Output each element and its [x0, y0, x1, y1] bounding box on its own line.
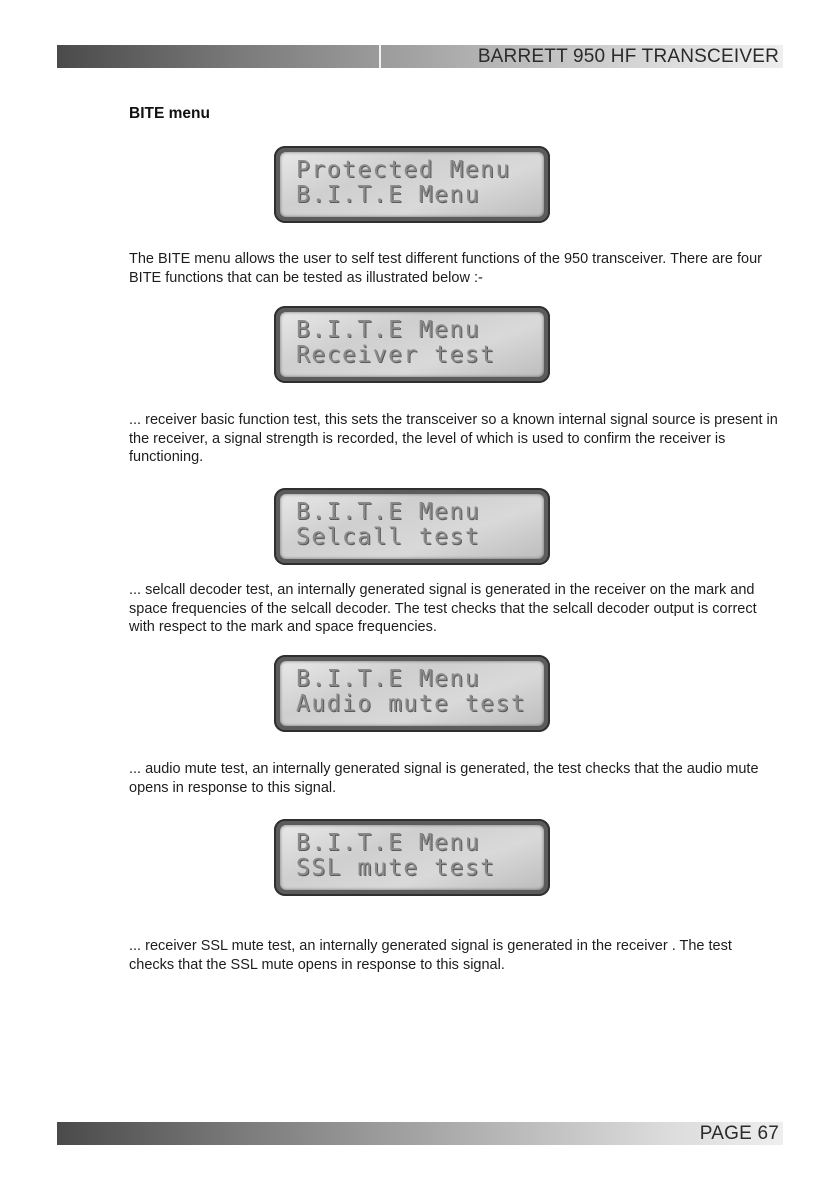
lcd-display-selcall-test — [274, 488, 550, 565]
lcd-display-ssl-mute-test — [274, 819, 550, 896]
lcd-screen — [280, 825, 544, 890]
lcd-display-protected-menu — [274, 146, 550, 223]
lcd-screen — [280, 494, 544, 559]
lcd-line-1: B.I.T.E Menu — [296, 317, 481, 343]
header-bar — [57, 45, 783, 68]
lcd-line-1: Protected Menu — [296, 157, 511, 183]
lcd-line-2: Audio mute test — [296, 691, 527, 717]
lcd-line-1: B.I.T.E Menu — [296, 499, 481, 525]
intro-paragraph: The BITE menu allows the user to self test different functions of the 950 transceiver. There are four BITE functions that can be tested as illustrated below :- — [129, 251, 762, 286]
header-divider — [379, 45, 381, 68]
lcd-screen — [280, 312, 544, 377]
lcd-line-2: SSL mute test — [296, 855, 496, 881]
ssl-mute-test-paragraph: ... receiver SSL mute test, an internally generated signal is generated in the receiver . The test checks that the SSL mute opens in response to this signal. — [129, 938, 732, 973]
lcd-display-receiver-test — [274, 306, 550, 383]
lcd-line-1: B.I.T.E Menu — [296, 830, 481, 856]
lcd-display-audio-mute-test — [274, 655, 550, 732]
receiver-test-paragraph: ... receiver basic function test, this sets the transceiver so a known internal signal source is present in the receiver, a signal strength is recorded, the level of which is used to confirm the receiver is functioning. — [129, 412, 778, 465]
page-number: PAGE 67 — [699, 1123, 779, 1144]
lcd-line-2: B.I.T.E Menu — [296, 182, 481, 208]
lcd-line-2: Selcall test — [296, 524, 481, 550]
lcd-line-1: B.I.T.E Menu — [296, 666, 481, 692]
footer-bar — [57, 1122, 783, 1145]
lcd-screen — [280, 661, 544, 726]
lcd-screen — [280, 152, 544, 217]
section-heading: BITE menu — [129, 105, 210, 122]
selcall-test-paragraph: ... selcall decoder test, an internally generated signal is generated in the receiver on the mark and space frequencies of the selcall decoder. The test checks that the selcall decoder output is correct with respect to the mark and space frequencies. — [129, 582, 757, 635]
lcd-line-2: Receiver test — [296, 342, 496, 368]
audio-mute-test-paragraph: ... audio mute test, an internally generated signal is generated, the test checks that the audio mute opens in response to this signal. — [129, 761, 759, 796]
document-title: BARRETT 950 HF TRANSCEIVER — [477, 46, 779, 67]
